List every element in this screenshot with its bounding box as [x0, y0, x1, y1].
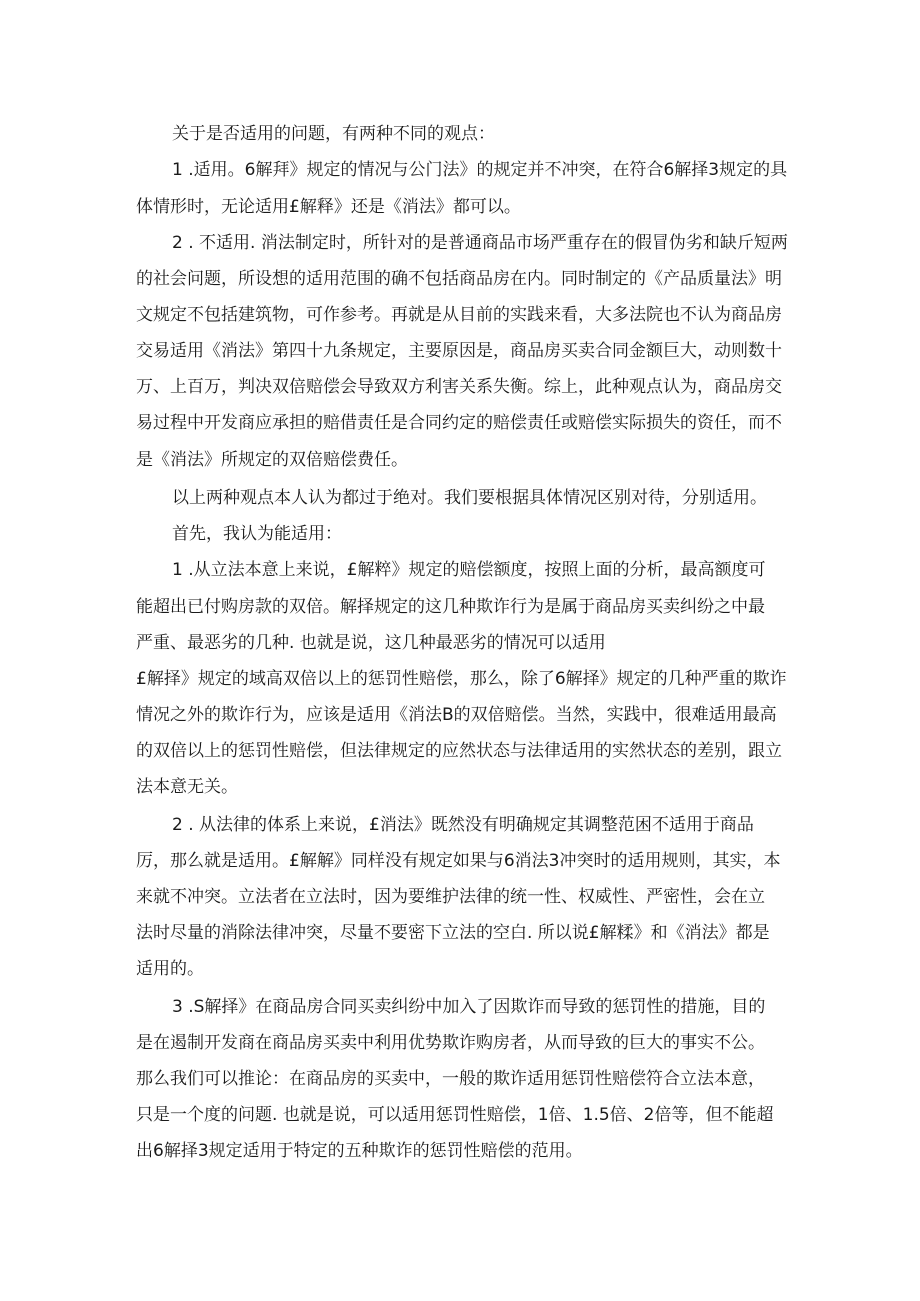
text-line: 法本意无关。 — [136, 777, 238, 797]
text-line: 情况之外的欺诈行为，应该是适用《消法B的双倍赔偿。当然，实践中，很难适用最高 — [136, 705, 777, 725]
text-line: 关于是否适用的问题，有两种不同的观点： — [172, 124, 495, 144]
text-line: 法时尽量的消除法律冲突，尽量不要密下立法的空白. 所以说£解糅》和《消法》都是 — [136, 923, 770, 943]
text-line: 厉，那么就是适用。£解解》同样没有规定如果与6消法3冲突时的适用规则，其实，本 — [136, 851, 781, 871]
text-line: 1 .适用。6解拜》规定的情况与公门法》的规定并不冲突，在符合6解择3规定的具 — [172, 160, 788, 180]
text-line: 只是一个度的问题. 也就是说，可以适用惩罚性赔偿，1倍、1.5倍、2倍等，但不能超 — [136, 1105, 774, 1125]
text-line: 文规定不包括建筑物，可作参考。再就是从目前的实践来看，大多法院也不认为商品房 — [136, 305, 782, 325]
text-line: 出6解择3规定适用于特定的五种欺诈的惩罚性赔偿的范用。 — [136, 1141, 583, 1161]
text-line: £解择》规定的域高双倍以上的惩罚性赔偿，那么，除了6解择》规定的几种严重的欺诈 — [136, 669, 787, 689]
text-line: 首先，我认为能适用： — [172, 524, 342, 544]
text-line: 2 . 不适用. 消法制定时，所针对的是普通商品市场严重存在的假冒伪劣和缺斤短两 — [172, 233, 788, 253]
text-line: 是《消法》所规定的双倍赔偿费任。 — [136, 450, 408, 470]
text-line: 能超出已付购房款的双倍。解择规定的这几种欺诈行为是属于商品房买卖纠纷之中最 — [136, 597, 765, 617]
text-line: 万、上百万，判决双倍赔偿会导致双方利害关系失衡。综上，此种观点认为，商品房交 — [136, 377, 782, 397]
text-line: 体情形时，无论适用£解释》还是《消法》都可以。 — [136, 197, 521, 217]
text-line: 交易适用《消法》第四十九条规定，主要原因是，商品房买卖合同金额巨大，动则数十 — [136, 341, 782, 361]
text-line: 严重、最恶劣的几种. 也就是说，这几种最恶劣的情况可以适用 — [136, 633, 606, 653]
text-line: 易过程中开发商应承担的赔借责任是合同约定的赔偿责任或赔偿实际损失的资任，而不 — [136, 413, 782, 433]
text-line: 的社会问题，所设想的适用范围的确不包括商品房在内。同时制定的《产品质量法》明 — [136, 269, 782, 289]
text-line: 1 .从立法本意上来说，£解粹》规定的赔偿额度，按照上面的分析，最高额度可 — [172, 560, 766, 580]
text-line: 那么我们可以推论：在商品房的买卖中，一般的欺诈适用惩罚性赔偿符合立法本意， — [136, 1069, 765, 1089]
text-line: 2 . 从法律的体系上来说，£消法》既然没有明确规定其调整范困不适用于商品 — [172, 815, 754, 835]
text-line: 是在遏制开发商在商品房买卖中利用优势欺诈购房者，从而导致的巨大的事实不公。 — [136, 1033, 765, 1053]
text-line: 来就不冲突。立法者在立法时，因为要维护法律的统一性、权威性、严密性，会在立 — [136, 887, 765, 907]
text-line: 的双倍以上的惩罚性赔偿，但法律规定的应然状态与法律适用的实然状态的差别，跟立 — [136, 741, 782, 761]
text-line: 以上两种观点本人认为都过于绝对。我们要根据具体情况区别对待，分别适用。 — [172, 488, 767, 508]
text-line: 3 .S解择》在商品房合同买卖纠纷中加入了因欺诈而导致的惩罚性的措施，目的 — [172, 997, 766, 1017]
text-line: 适用的。 — [136, 959, 204, 979]
